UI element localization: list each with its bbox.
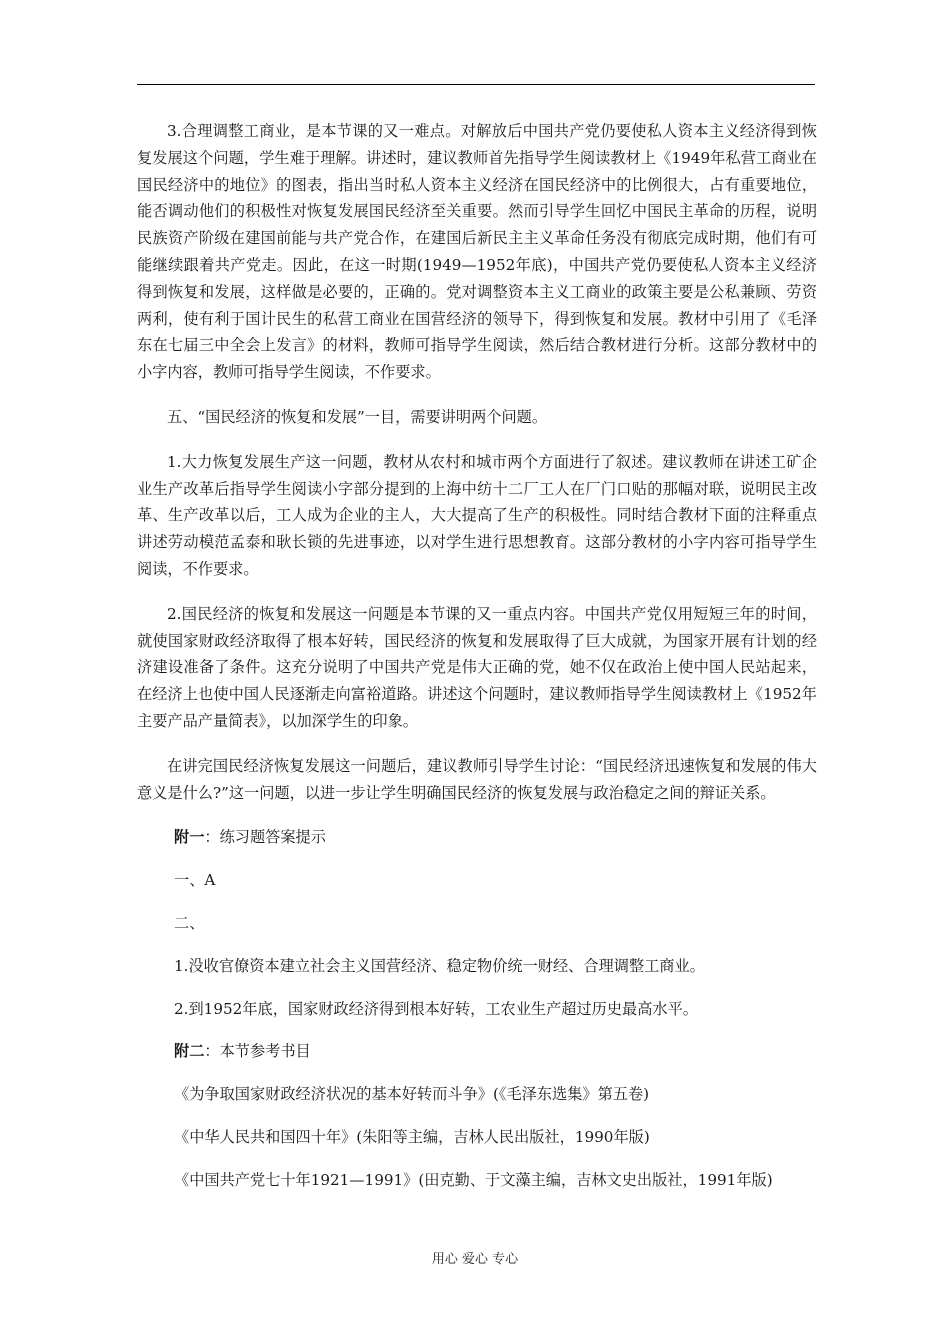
paragraph-recovery: 2.国民经济的恢复和发展这一问题是本节课的又一重点内容。中国共产党仅用短短三年的时间，就使国家财政经济取得了根本好转，国民经济的恢复和发展取得了巨大成就，为国家开展有计划的经济建设准备了条件。这充分说明了中国共产党是伟大正确的党，她不仅在政治上使中国人民站起来，在经济上也使中国人民逐渐走向富裕道路。讲述这个问题时，建议教师指导学生阅读教材上《1952年主要产品产量简表》，以加深学生的印象。 — [137, 604, 817, 730]
appendix-two-heading — [137, 1038, 817, 1065]
reference-2: 《中华人民共和国四十年》(朱阳等主编，吉林人民出版社，1990年版) — [174, 1127, 650, 1146]
section-five-heading: 五、“国民经济的恢复和发展”一目，需要讲明两个问题。 — [167, 407, 548, 426]
paragraph-production: 1.大力恢复发展生产这一问题，教材从农村和城市两个方面进行了叙述。建议教师在讲述工矿企业生产改革后指导学生阅读小字部分提到的上海中纺十二厂工人在厂门口贴的那幅对联，说明民主改革、生产改革以后，工人成为企业的主人，大大提高了生产的积极性。同时结合教材下面的注释重点讲述劳动模范孟泰和耿长锁的先进事迹，以对学生进行思想教育。这部分教材的小字内容可指导学生阅读，不作要求。 — [137, 452, 817, 578]
appendix-one-label: 附一 — [174, 828, 205, 847]
answer-item-2: 二、 — [174, 913, 205, 932]
appendix-one-title: ：练习题答案提示 — [204, 828, 326, 847]
answer-item-1: 一、A — [174, 871, 216, 890]
document-body — [137, 118, 817, 1194]
header-rule — [137, 84, 815, 85]
reference-1: 《为争取国家财政经济状况的基本好转而斗争》(《毛泽东选集》第五卷) — [174, 1085, 650, 1104]
appendix-two-title: ：本节参考书目 — [204, 1042, 311, 1061]
paragraph-discussion: 在讲完国民经济恢复发展这一问题后，建议教师引导学生讨论：“国民经济迅速恢复和发展的伟大意义是什么?”这一问题，以进一步让学生明确国民经济的恢复发展与政治稳定之间的辩证关系。 — [137, 756, 817, 802]
answer-item-3: 1.没收官僚资本建立社会主义国营经济、稳定物价统一财经、合理调整工商业。 — [174, 956, 705, 975]
appendix-one-heading — [137, 824, 817, 851]
reference-3: 《中国共产党七十年1921—1991》(田克勤、于文藻主编，吉林文史出版社，1991年版) — [174, 1170, 773, 1189]
page-footer: 用心 爱心 专心 — [431, 1252, 519, 1267]
answer-item-4: 2.到1952年底，国家财政经济得到根本好转，工农业生产超过历史最高水平。 — [174, 999, 698, 1018]
appendix-two-label: 附二 — [174, 1042, 205, 1061]
paragraph-adjust-industry: 3.合理调整工商业，是本节课的又一难点。对解放后中国共产党仍要使私人资本主义经济得到恢复发展这个问题，学生难于理解。讲述时，建议教师首先指导学生阅读教材上《1949年私营工商业在国民经济中的地位》的图表，指出当时私人资本主义经济在国民经济中的比例很大，占有重要地位，能否调动他们的积极性对恢复发展国民经济至关重要。然而引导学生回忆中国民主革命的历程，说明民族资产阶级在建国前能与共产党合作，在建国后新民主主义革命任务没有彻底完成时期，他们有可能继续跟着共产党走。因此，在这一时期(1949—1952年底)，中国共产党仍要使私人资本主义经济得到恢复和发展，这样做是必要的，正确的。党对调整资本主义工商业的政策主要是公私兼顾、劳资两利，使有利于国计民生的私营工商业在国营经济的领导下，得到恢复和发展。教材中引用了《毛泽东在七届三中全会上发言》的材料，教师可指导学生阅读，然后结合教材进行分析。这部分教材中的小字内容，教师可指导学生阅读，不作要求。 — [137, 122, 817, 382]
